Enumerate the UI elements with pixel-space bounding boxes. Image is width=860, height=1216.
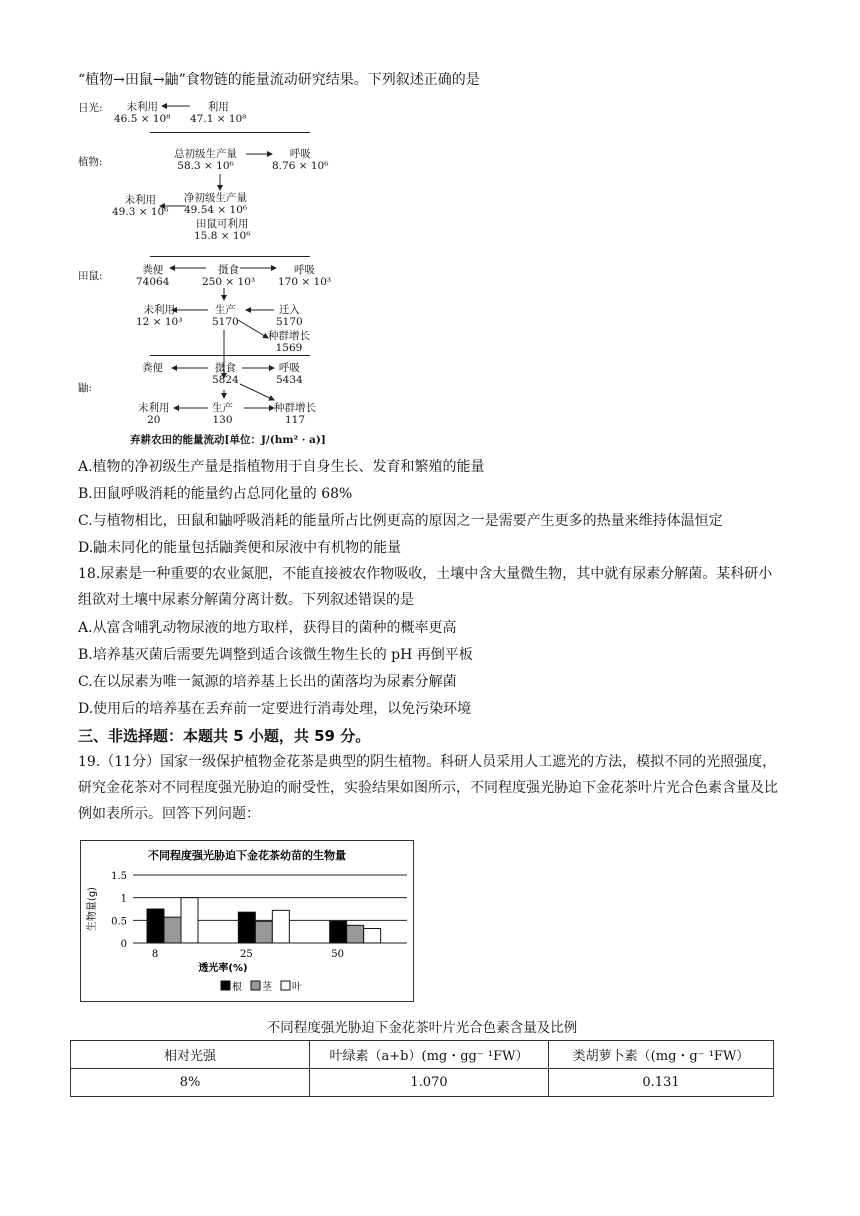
q18-option-a: A.从富含哺乳动物尿液的地方取样，获得目的菌种的概率更高 [78, 620, 457, 636]
node-vole-intake: 摄食 250 × 10³ [202, 264, 256, 288]
table-caption: 不同程度强光胁迫下金花茶叶片光合色素含量及比例 [266, 1020, 578, 1036]
q18-option-d: D.使用后的培养基在丢弃前一定要进行消毒处理，以免污染环境 [78, 701, 472, 717]
y-axis-label: 生物量(g) [87, 886, 98, 932]
q17-option-c: C.与植物相比，田鼠和鼬呼吸消耗的能量所占比例更高的原因之一是需要产生更多的热量来维持体温恒定 [78, 513, 723, 529]
node-vole-immigration: 迁入 5170 [276, 304, 303, 328]
q17-stem: “植物→田鼠→鼬”食物链的能量流动研究结果。下列叙述正确的是 [78, 72, 480, 88]
table-header-cell: 叶绿素（a+b）(mg・gg⁻ ¹FW） [310, 1041, 549, 1069]
row-label-sun: 日光: [78, 102, 103, 114]
divider-sun-plant [150, 132, 310, 133]
y-tick-label: 0.5 [111, 916, 127, 928]
node-vole-available: 田鼠可利用 15.8 × 10⁶ [194, 218, 251, 242]
x-tick-label: 8 [151, 949, 159, 960]
node-plant-resp: 呼吸 8.76 × 10⁶ [272, 148, 329, 172]
node-weasel-production: 生产 130 [212, 402, 233, 426]
node-weasel-resp: 呼吸 5434 [276, 362, 303, 386]
row-label-vole: 田鼠: [78, 270, 103, 282]
table-cell: 8% [71, 1069, 310, 1097]
bar [330, 921, 347, 943]
q17-option-d: D.鼬未同化的能量包括鼬粪便和尿液中有机物的能量 [78, 540, 402, 556]
node-plant-unused: 未利用 49.3 × 10⁶ [112, 194, 169, 218]
energy-flow-diagram [78, 98, 348, 448]
node-weasel-unused: 未利用 20 [138, 402, 170, 426]
divider-plant-vole [150, 256, 310, 257]
legend-swatch [221, 981, 230, 990]
node-gpp: 总初级生产量 58.3 × 10⁶ [174, 148, 237, 172]
bar [238, 912, 255, 943]
bar [272, 910, 289, 943]
node-vole-growth: 种群增长 1569 [268, 330, 310, 354]
y-tick-label: 1 [120, 893, 127, 905]
table-header-cell: 相对光强 [71, 1041, 310, 1069]
row-label-plant: 植物: [78, 156, 103, 168]
node-weasel-intake: 摄食 5824 [212, 362, 239, 386]
y-tick-label: 0 [120, 939, 127, 950]
legend-label: 叶 [292, 982, 302, 993]
table-header-cell: 类胡萝卜素（(mg・g⁻ ¹FW） [549, 1041, 774, 1069]
x-tick-label: 25 [239, 949, 253, 960]
row-label-weasel: 鼬: [78, 382, 93, 394]
bar [181, 898, 198, 943]
flow-caption: 弃耕农田的能量流动[单位：J/(hm² · a)] [130, 434, 326, 446]
node-vole-feces: 粪便 74064 [136, 264, 170, 288]
y-tick-label: 1.5 [111, 871, 127, 882]
legend-label: 茎 [262, 982, 272, 993]
q18-stem: 18.尿素是一种重要的农业氮肥，不能直接被农作物吸收，土壤中含大量微生物，其中就有尿素分解菌。某科研小组欲对土壤中尿素分解菌分离计数。下列叙述错误的是 [78, 566, 773, 608]
section-heading: 三、非选择题：本题共 5 小题，共 59 分。 [78, 727, 371, 745]
node-sun-unused: 未利用 46.5 × 10⁸ [114, 101, 171, 125]
legend-swatch [281, 981, 290, 990]
x-axis-label: 透光率(%) [198, 963, 248, 974]
node-vole-production: 生产 5170 [212, 304, 239, 328]
bar [255, 921, 272, 943]
q18-option-b: B.培养基灭菌后需要先调整到适合该微生物生长的 pH 再倒平板 [78, 647, 473, 663]
node-npp: 净初级生产量 49.54 × 10⁶ [184, 192, 248, 216]
legend-swatch [251, 981, 260, 990]
chart-title: 不同程度强光胁迫下金花茶幼苗的生物量 [148, 849, 346, 862]
x-tick-label: 50 [331, 949, 345, 960]
legend-label: 根 [232, 982, 242, 993]
node-vole-resp: 呼吸 170 × 10³ [278, 264, 332, 288]
biomass-chart [80, 840, 414, 1002]
q17-option-b: B.田鼠呼吸消耗的能量约占总同化量的 68% [78, 486, 353, 502]
bar [347, 925, 364, 943]
table-cell: 1.070 [310, 1069, 549, 1097]
pigment-table [70, 1040, 774, 1097]
q19-stem: 19.（11分）国家一级保护植物金花茶是典型的阴生植物。科研人员采用人工遮光的方法，模拟不同的光照强度，研究金花茶对不同程度强光胁迫的耐受性，实验结果如图所示，不同程度强光胁迫下金花茶叶片光合色素含量及比例如表所示。回答下列问题： [78, 754, 778, 822]
bar [364, 928, 381, 943]
divider-vole-weasel [150, 355, 310, 356]
node-weasel-feces: 粪便 [142, 362, 163, 374]
bar [147, 909, 164, 943]
node-sun-used: 利用 47.1 × 10⁸ [190, 101, 247, 125]
table-header-row [71, 1041, 774, 1069]
q18-option-c: C.在以尿素为唯一氮源的培养基上长出的菌落均为尿素分解菌 [78, 674, 457, 690]
node-weasel-growth: 种群增长 117 [274, 402, 316, 426]
node-vole-unused: 未利用 12 × 10³ [136, 304, 183, 328]
q17-option-a: A.植物的净初级生产量是指植物用于自身生长、发育和繁殖的能量 [78, 459, 485, 475]
bar [164, 917, 181, 943]
table-row [71, 1069, 774, 1097]
table-cell: 0.131 [549, 1069, 774, 1097]
biomass-chart-svg [81, 841, 413, 1001]
